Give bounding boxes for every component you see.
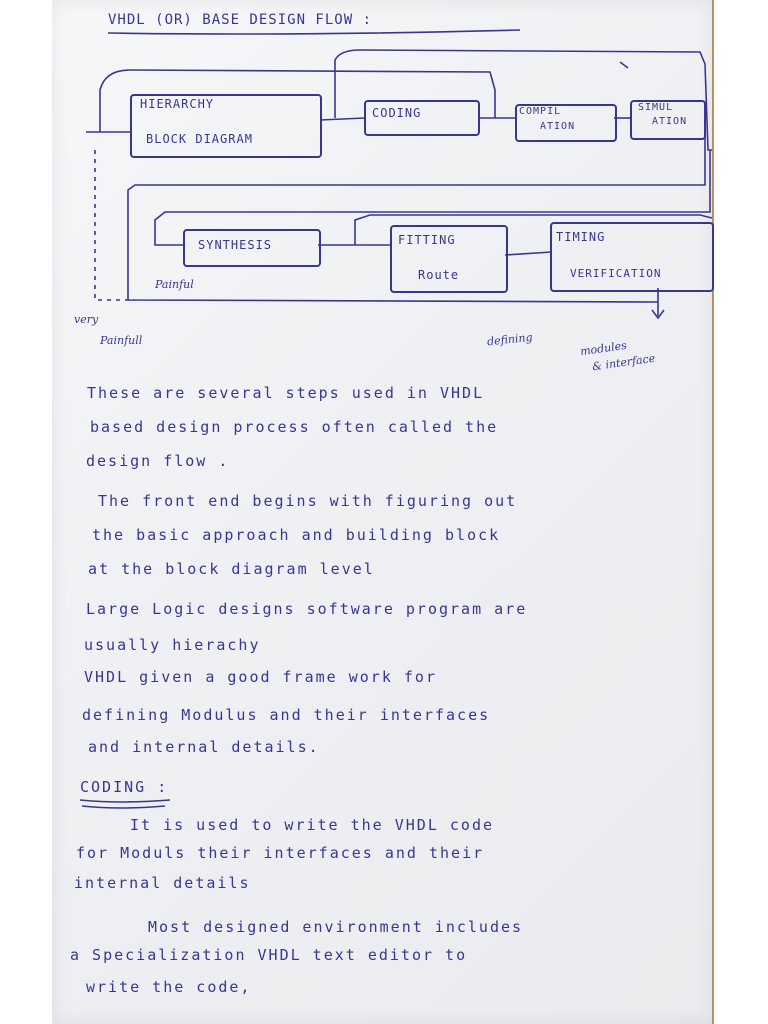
page-title: VHDL (OR) BASE DESIGN FLOW :	[108, 12, 373, 28]
paragraph-4-line-2: defining Modulus and their interfaces	[82, 706, 491, 724]
route-label: Route	[418, 268, 460, 282]
paragraph-5-line-3: internal details	[74, 874, 251, 892]
synthesis-label: SYNTHESIS	[198, 238, 273, 252]
very-note: very	[74, 313, 99, 326]
paragraph-6-line-1: Most designed environment includes	[148, 918, 524, 936]
block-diagram-label: BLOCK DIAGRAM	[146, 132, 253, 146]
paragraph-6-line-2: a Specialization VHDL text editor to	[70, 946, 468, 964]
paragraph-4-line-3: and internal details.	[88, 738, 320, 756]
coding-label: CODING	[372, 106, 422, 120]
paragraph-2-line-1: The front end begins with figuring out	[98, 492, 518, 510]
paragraph-5-line-1: It is used to write the VHDL code	[130, 816, 495, 834]
compilation-label-2: ATION	[540, 121, 576, 132]
coding-heading: CODING :	[80, 778, 169, 796]
defining-note-3: & interface	[591, 351, 656, 374]
hierarchy-label: HIERARCHY	[140, 97, 215, 111]
paragraph-3-line-1: Large Logic designs software program are	[86, 600, 528, 618]
defining-note-2: modules	[579, 338, 628, 359]
paragraph-1-line-2: based design process often called the	[90, 418, 499, 436]
paragraph-2-line-2: the basic approach and building block	[92, 526, 501, 544]
painfull-note: Painfull	[100, 334, 143, 347]
paragraph-1-line-3: design flow .	[86, 452, 230, 470]
paragraph-3-line-2: usually hierachy	[84, 636, 261, 654]
simulation-label-1: SIMUL	[638, 102, 674, 113]
compilation-label-1: COMPIL	[519, 106, 562, 117]
timing-label: TIMING	[556, 230, 606, 244]
fitting-label: FITTING	[398, 233, 456, 247]
defining-note-1: defining	[486, 330, 534, 349]
painful-note: Painful	[155, 278, 194, 291]
paragraph-4-line-1: VHDL given a good frame work for	[84, 668, 437, 686]
paragraph-1-line-1: These are several steps used in VHDL	[87, 384, 485, 402]
paragraph-2-line-3: at the block diagram level	[88, 560, 375, 578]
verification-label: VERIFICATION	[570, 267, 662, 280]
simulation-label-2: ATION	[652, 116, 688, 127]
paragraph-6-line-3: write the code,	[86, 978, 252, 996]
paragraph-5-line-2: for Moduls their interfaces and their	[76, 844, 485, 862]
